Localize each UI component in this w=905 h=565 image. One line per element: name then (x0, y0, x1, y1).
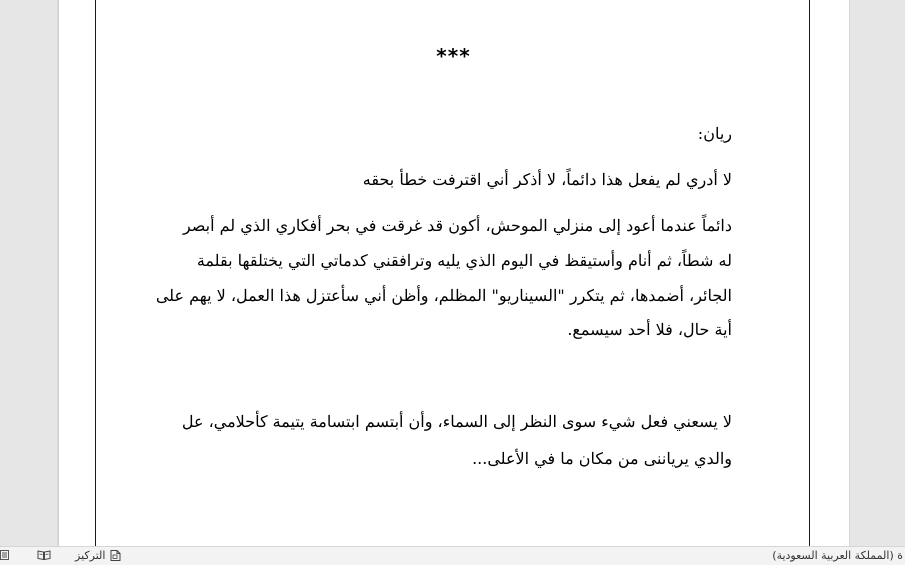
print-layout-icon[interactable] (0, 550, 11, 560)
focus-page-icon[interactable] (110, 550, 122, 560)
paragraph-1: لا أدري لم يفعل هذا دائماً، لا أذكر أني اقترفت خطأ بحقه (362, 170, 732, 189)
focus-label[interactable]: التركيز (75, 549, 106, 562)
book-icon[interactable] (37, 550, 51, 560)
left-margin-line (95, 0, 96, 546)
section-separator: *** (436, 44, 471, 68)
language-indicator[interactable]: (المملكة العربية السعودية) ة (772, 549, 903, 562)
paragraph-2-line-1: دائماً عندما أعود إلى منزلي الموحش، أكون قد غرقت في بحر أفكاري الذي لم أبصر (182, 216, 732, 235)
salutation: ريان: (697, 124, 732, 143)
paragraph-3-line-1: لا يسعني فعل شيء سوى النظر إلى السماء، وأن أبتسم ابتسامة يتيمة كأحلامي، عل (181, 412, 732, 431)
paragraph-2-line-4: أية حال، فلا أحد سيسمع. (567, 320, 732, 339)
page-edge (58, 0, 59, 546)
document-page[interactable] (58, 0, 849, 546)
paragraph-2-line-3: الجائر، أضمدها، ثم يتكرر "السيناريو" المظلم، وأظن أني سأعتزل هذا العمل، لا يهم على (155, 286, 732, 305)
paragraph-2-line-2: له شطاً، ثم أنام وأستيقظ في اليوم الذي يليه وترافقني كدماتي التي يختلقها بقلمة (196, 251, 732, 270)
right-margin-line (809, 0, 810, 546)
status-bar (0, 546, 905, 565)
paragraph-3-line-2: والدي يرياننى من مكان ما في الأعلى... (472, 449, 732, 468)
